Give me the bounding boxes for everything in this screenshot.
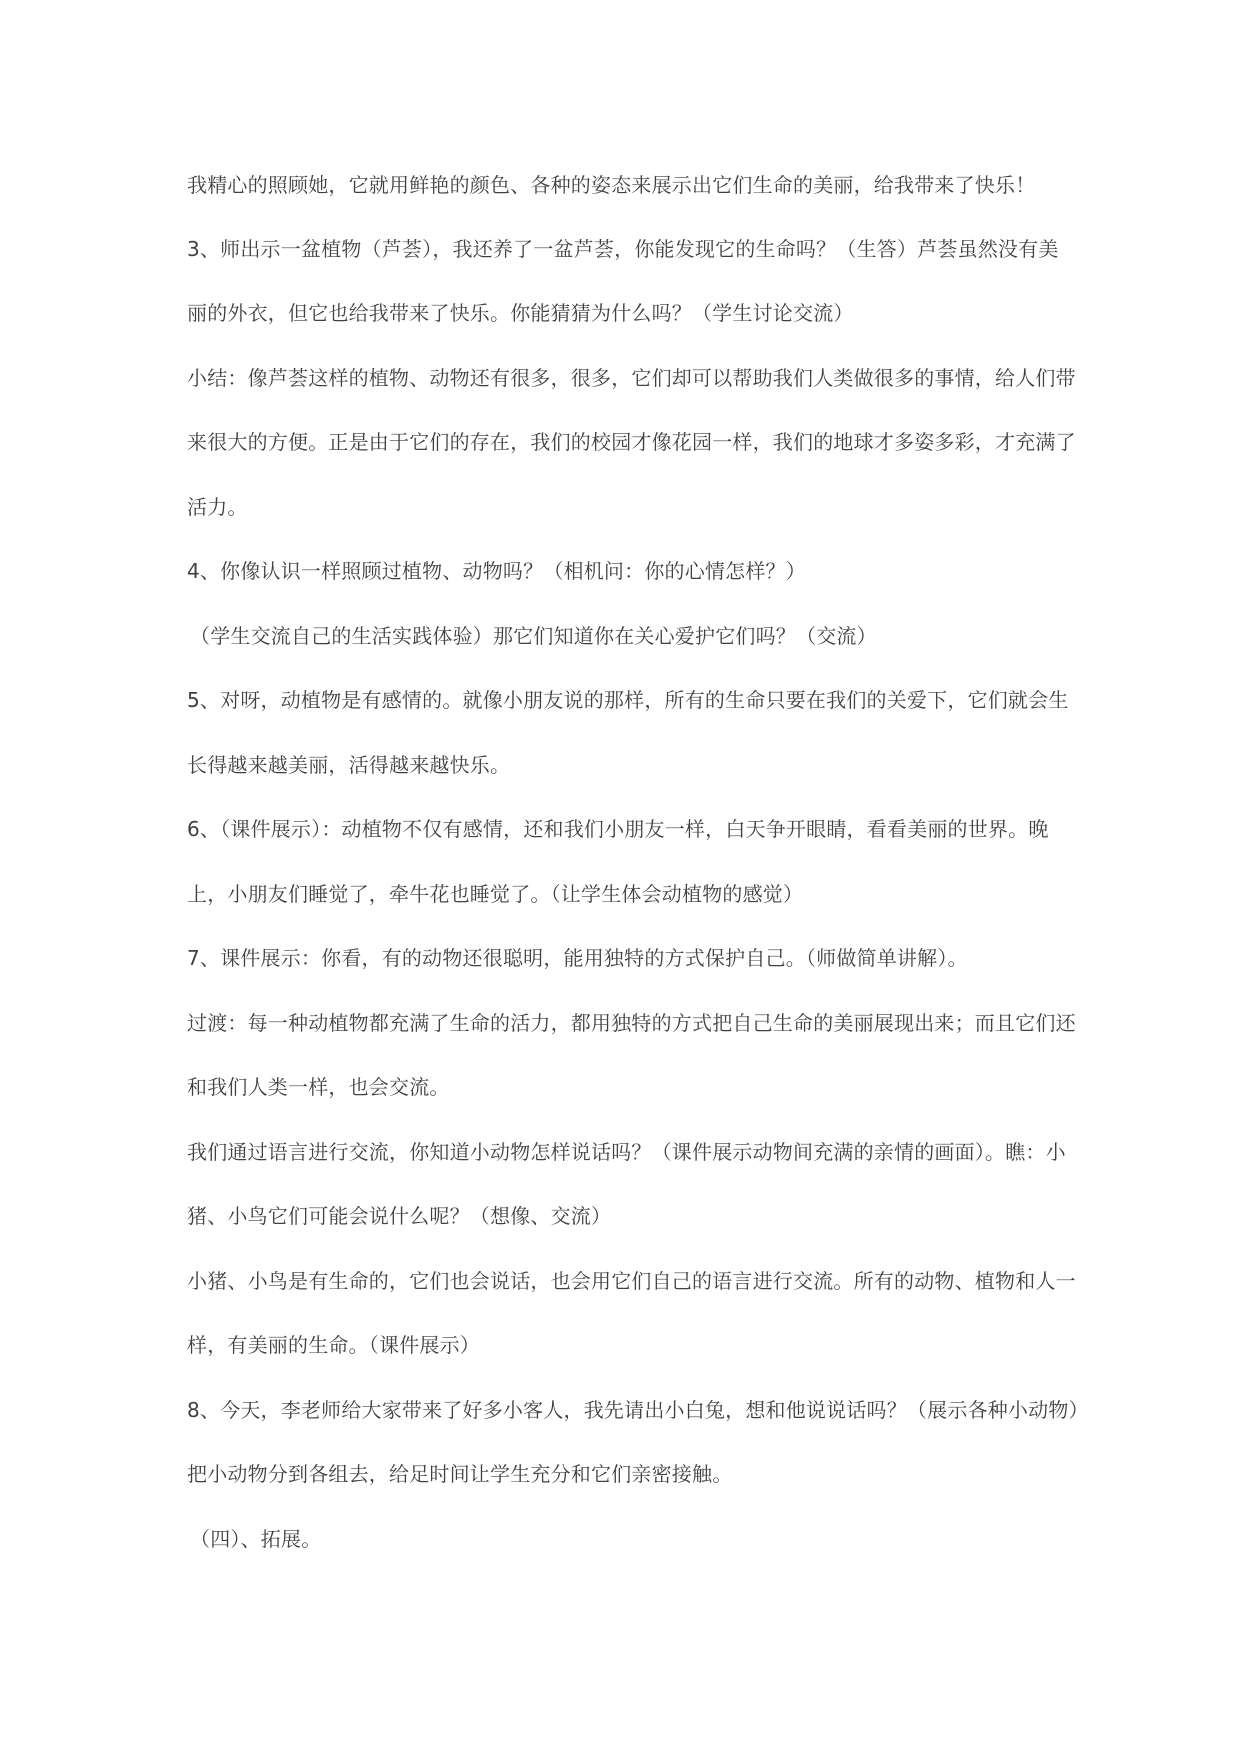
text-line: 我们通过语言进行交流，你知道小动物怎样说话吗？（课件展示动物间充满的亲情的画面）。瞧：小 [187,1140,1066,1164]
text-line: （学生交流自己的生活实践体验）那它们知道你在关心爱护它们吗？（交流） [190,624,877,648]
text-line: 3、师出示一盆植物（芦荟），我还养了一盆芦荟，你能发现它的生命吗？（生答）芦荟虽然没有美 [187,237,1059,261]
text-line: 活力。 [187,495,248,519]
text-line: 和我们人类一样，也会交流。 [187,1075,450,1099]
text-line: 来很大的方便。正是由于它们的存在，我们的校园才像花园一样，我们的地球才多姿多彩，才充满了 [187,430,1076,454]
text-line: 把小动物分到各组去，给足时间让学生充分和它们亲密接触。 [187,1462,733,1486]
text-line: 小结：像芦荟这样的植物、动物还有很多，很多，它们却可以帮助我们人类做很多的事情，给人们带 [187,366,1076,390]
text-line: 5、对呀，动植物是有感情的。就像小朋友说的那样，所有的生命只要在我们的关爱下，它们就会生 [187,688,1069,712]
text-line: 7、课件展示：你看，有的动物还很聪明，能用独特的方式保护自己。（师做简单讲解）。 [187,946,968,970]
text-line: 8、今天，李老师给大家带来了好多小客人，我先请出小白兔，想和他说说话吗？（展示各种小动物） [187,1398,1089,1422]
text-line: 上，小朋友们睡觉了，牵牛花也睡觉了。（让学生体会动植物的感觉） [187,882,804,906]
text-line: 过渡：每一种动植物都充满了生命的活力，都用独特的方式把自己生命的美丽展现出来；而且它们还 [187,1011,1076,1035]
text-line: 小猪、小鸟是有生命的，它们也会说话，也会用它们自己的语言进行交流。所有的动物、植物和人一 [187,1269,1076,1293]
text-line: （四）、拓展。 [190,1527,322,1551]
text-line: 样，有美丽的生命。（课件展示） [187,1333,480,1357]
text-line: 我精心的照顾她，它就用鲜艳的颜色、各种的姿态来展示出它们生命的美丽，给我带来了快乐！ [187,173,1036,197]
text-line: 丽的外衣，但它也给我带来了快乐。你能猜猜为什么吗？（学生讨论交流） [187,301,854,325]
text-line: 长得越来越美丽，活得越来越快乐。 [187,753,511,777]
text-line: 4、你像认识一样照顾过植物、动物吗？（相机问：你的心情怎样？） [187,559,806,583]
text-line: 猪、小鸟它们可能会说什么呢？（想像、交流） [187,1204,612,1228]
text-line: 6、（课件展示）：动植物不仅有感情，还和我们小朋友一样，白天争开眼睛，看看美丽的世界。晚 [187,817,1049,841]
